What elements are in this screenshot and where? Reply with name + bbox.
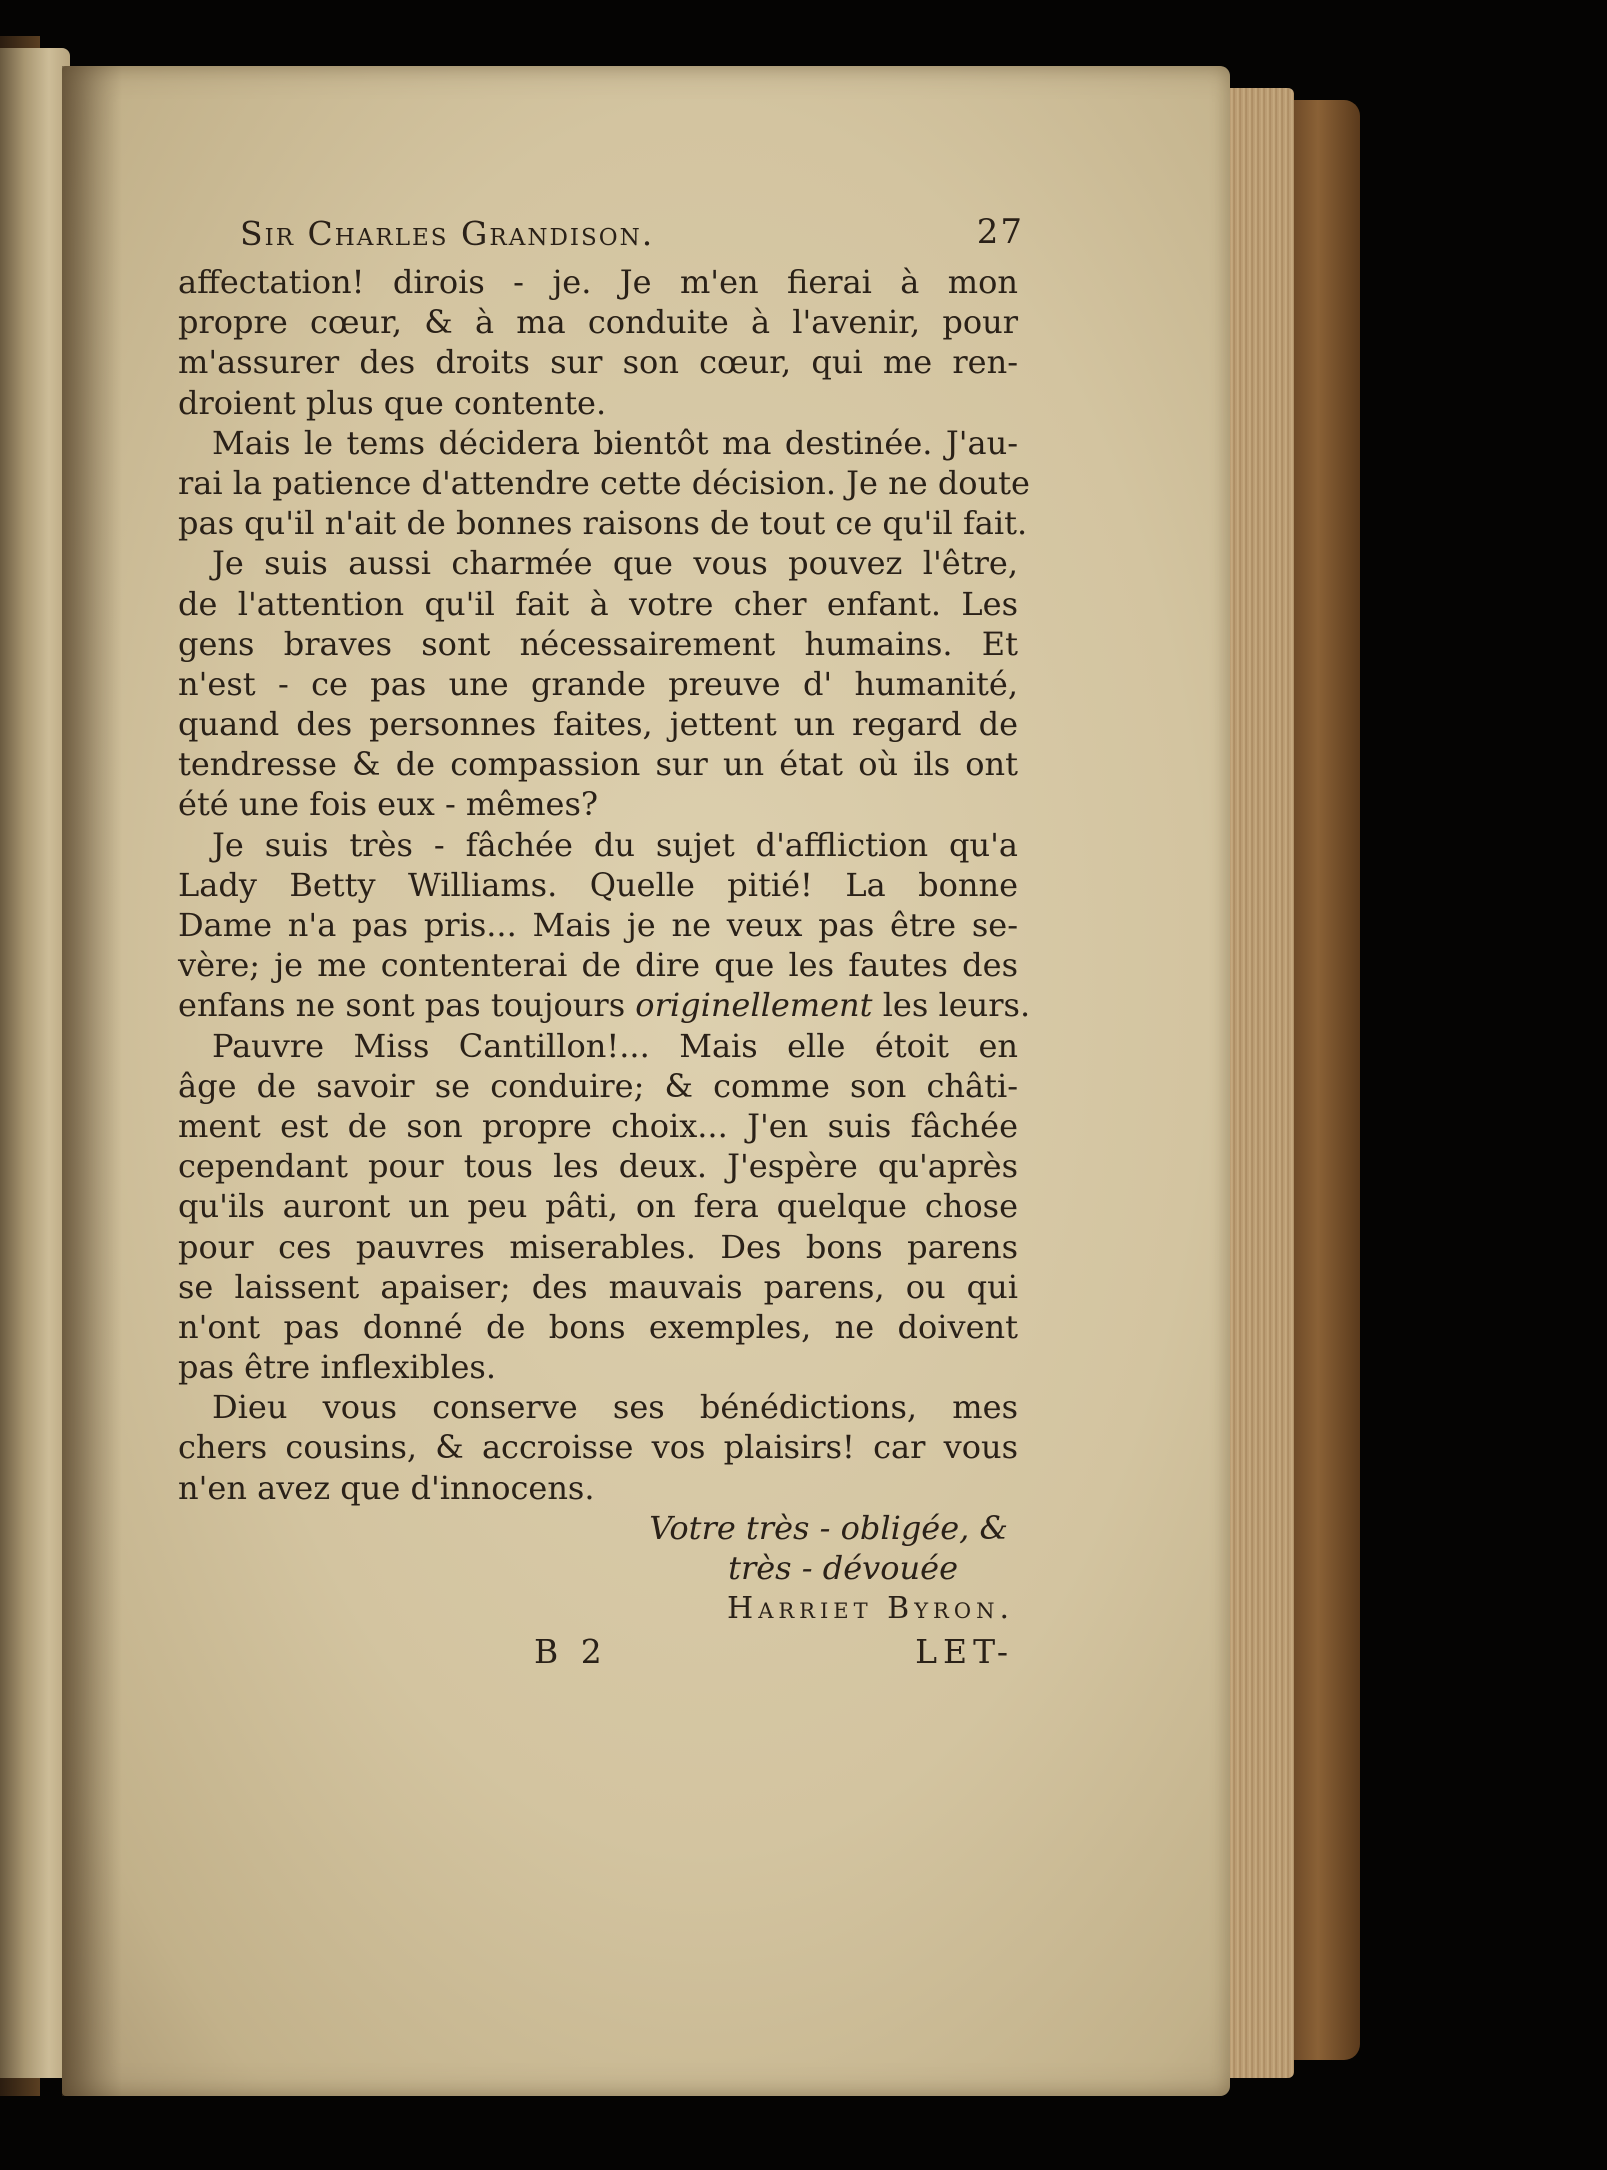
text-line: m'assurer des droits sur son cœur, qui me ren- [178, 343, 1018, 382]
text-line: chers cousins, & accroisse vos plaisirs! car vous [178, 1428, 1018, 1467]
text-span: enfans ne sont pas toujours [178, 986, 626, 1025]
paragraph-start: Dieu vous conserve ses bénédictions, mes [212, 1388, 1018, 1427]
text-line: quand des personnes faites, jettent un regard de [178, 705, 1018, 744]
page-fore-edge [1224, 88, 1294, 2078]
page-number: 27 [976, 212, 1024, 252]
text-line: cependant pour tous les deux. J'espère qu'après [178, 1147, 1018, 1186]
text-line: de l'attention qu'il fait à votre cher enfant. Les [178, 584, 1018, 623]
text-line: pour ces pauvres miserables. Des bons parens [178, 1227, 1018, 1266]
running-title: Sir Charles Grandison. [240, 214, 655, 253]
text-line: n'en avez que d'innocens. [178, 1468, 595, 1507]
text-line: pas qu'il n'ait de bonnes raisons de tout ce qu'il fait. [178, 504, 1028, 543]
text-line: se laissent apaiser; des mauvais parens, ou qui [178, 1267, 1018, 1306]
signature: Harriet Byron. [727, 1591, 1014, 1627]
paragraph-start: Je suis aussi charmée que vous pouvez l'être, [212, 544, 1018, 583]
text-line: tendresse & de compassion sur un état où ils ont [178, 745, 1018, 784]
text-line-with-italic [178, 985, 1031, 1025]
text-line: droient plus que contente. [178, 383, 607, 422]
text-line: gens braves sont nécessairement humains. Et [178, 624, 1018, 663]
text-line: Dame n'a pas pris... Mais je ne veux pas être se- [178, 906, 1018, 944]
text-line: propre cœur, & à ma conduite à l'avenir, pour [178, 303, 1018, 342]
previous-page-edge [0, 48, 70, 2078]
catchword: LET- [915, 1632, 1014, 1672]
closing-line: Votre très - obligée, & [649, 1508, 1008, 1547]
text-line: rai la patience d'attendre cette décision. Je ne doute [178, 463, 1030, 502]
text-line: affectation! dirois - je. Je m'en fierai à mon [178, 263, 1018, 301]
text-line: n'ont pas donné de bons exemples, ne doivent [178, 1307, 1018, 1346]
leather-spine [1290, 100, 1360, 2060]
paragraph-start: Mais le tems décidera bientôt ma destinée. J'au- [212, 423, 1018, 462]
paragraph-start: Pauvre Miss Cantillon!... Mais elle étoit en [212, 1026, 1018, 1065]
signature-mark: B 2 [534, 1632, 608, 1672]
text-line: ment est de son propre choix... J'en suis fâchée [178, 1106, 1018, 1145]
italic-phrase: originellement [635, 986, 873, 1025]
closing-line: très - dévouée [728, 1549, 958, 1587]
text-line: Lady Betty Williams. Quelle pitié! La bonne [178, 865, 1018, 904]
text-line: qu'ils auront un peu pâti, on fera quelque chose [178, 1187, 1018, 1226]
running-head [178, 208, 1024, 262]
text-line: n'est - ce pas une grande preuve d' humanité, [178, 664, 1018, 703]
text-line: âge de savoir se conduire; & comme son châti- [178, 1066, 1018, 1105]
paragraph-start: Je suis très - fâchée du sujet d'affliction qu'a [212, 825, 1018, 864]
text-line: pas être inflexibles. [178, 1348, 497, 1387]
text-line: vère; je me contenterai de dire que les fautes des [178, 946, 1018, 985]
text-block [178, 208, 1031, 1676]
text-line: été une fois eux - mêmes? [178, 785, 599, 824]
gutter-shadow [62, 66, 122, 2096]
text-span: les leurs. [872, 986, 1031, 1025]
page-footer [178, 1630, 1018, 1676]
